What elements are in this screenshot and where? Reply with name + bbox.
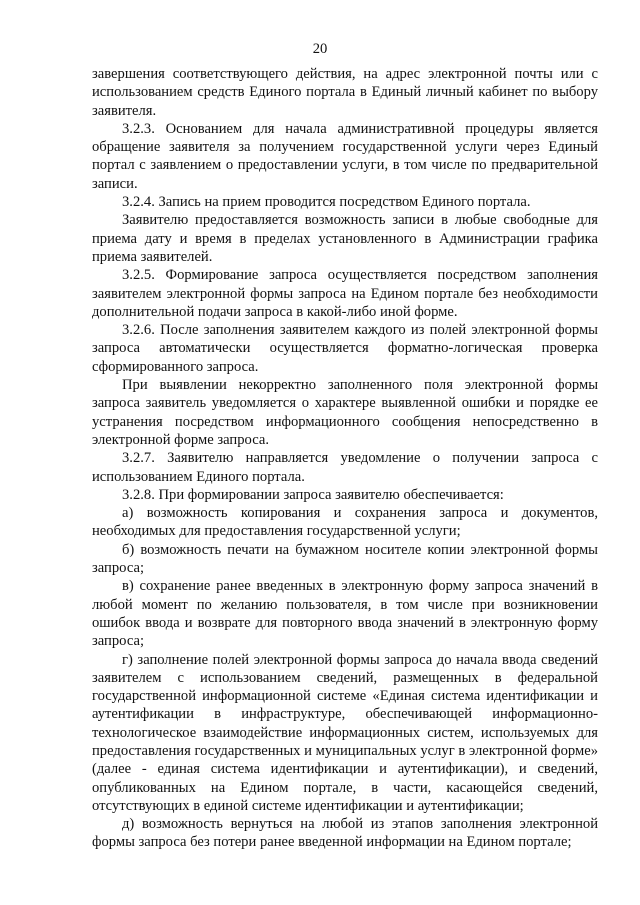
paragraph: в) сохранение ранее введенных в электронную форму запроса значений в любой момент по желанию пользователя, в том числе при возникновении ошибок ввода и возврате для повторного ввода значений в электронную форму запроса; (92, 578, 598, 650)
paragraph: 3.2.4. Запись на прием проводится посредством Единого портала. (122, 194, 531, 211)
paragraph: 3.2.5. Формирование запроса осуществляется посредством заполнения заявителем электронной формы запроса на Едином портале без необходимости дополнительной подачи запроса в какой-либо иной форме. (92, 267, 598, 320)
paragraph: а) возможность копирования и сохранения запроса и документов, необходимых для предоставления государственной услуги; (92, 505, 598, 540)
paragraph: При выявлении некорректно заполненного поля электронной формы запроса заявитель уведомляется о характере выявленной ошибки и порядке ее устранения посредством информационного сообщения непосредственно в электронной форме запроса. (92, 377, 598, 448)
paragraph: 3.2.8. При формировании запроса заявителю обеспечивается: (122, 486, 504, 503)
paragraph: г) заполнение полей электронной формы запроса до начала ввода сведений заявителем с использованием сведений, размещенных в федеральной государственной информационной системе «Единая система идентификации и аутентификации в инфраструктуре, обеспечивающей информационно-технологическое взаимодействие информационных систем, используемых для предоставления государственных и муниципальных услуг в электронной форме» (далее - единая система идентификации и аутентификации), и сведений, опубликованных на Едином портале, в части, касающейся сведений, отсутствующих в единой системе идентификации и аутентификации; (92, 651, 598, 814)
page-number: 20 (312, 41, 328, 57)
paragraph: 3.2.6. После заполнения заявителем каждого из полей электронной формы запроса автоматически осуществляется форматно-логическая проверка сформированного запроса. (92, 322, 598, 375)
document-body (92, 65, 598, 852)
paragraph: 3.2.7. Заявителю направляется уведомление о получении запроса с использованием Единого портала. (92, 450, 598, 485)
paragraph: завершения соответствующего действия, на адрес электронной почты или с использованием средств Единого портала в Единый личный кабинет по выбору заявителя. (92, 66, 598, 119)
paragraph: 3.2.3. Основанием для начала административной процедуры является обращение заявителя за получением государственной услуги через Единый портал с заявлением о предоставлении услуги, в том числе по предварительной записи. (92, 120, 598, 192)
paragraph: д) возможность вернуться на любой из этапов заполнения электронной формы запроса без потери ранее введенной информации на Едином портале; (92, 816, 598, 851)
paragraph: б) возможность печати на бумажном носителе копии электронной формы запроса; (92, 541, 598, 577)
paragraph: Заявителю предоставляется возможность записи в любые свободные для приема дату и время в пределах установленного в Администрации графика приема заявителей. (92, 212, 598, 265)
